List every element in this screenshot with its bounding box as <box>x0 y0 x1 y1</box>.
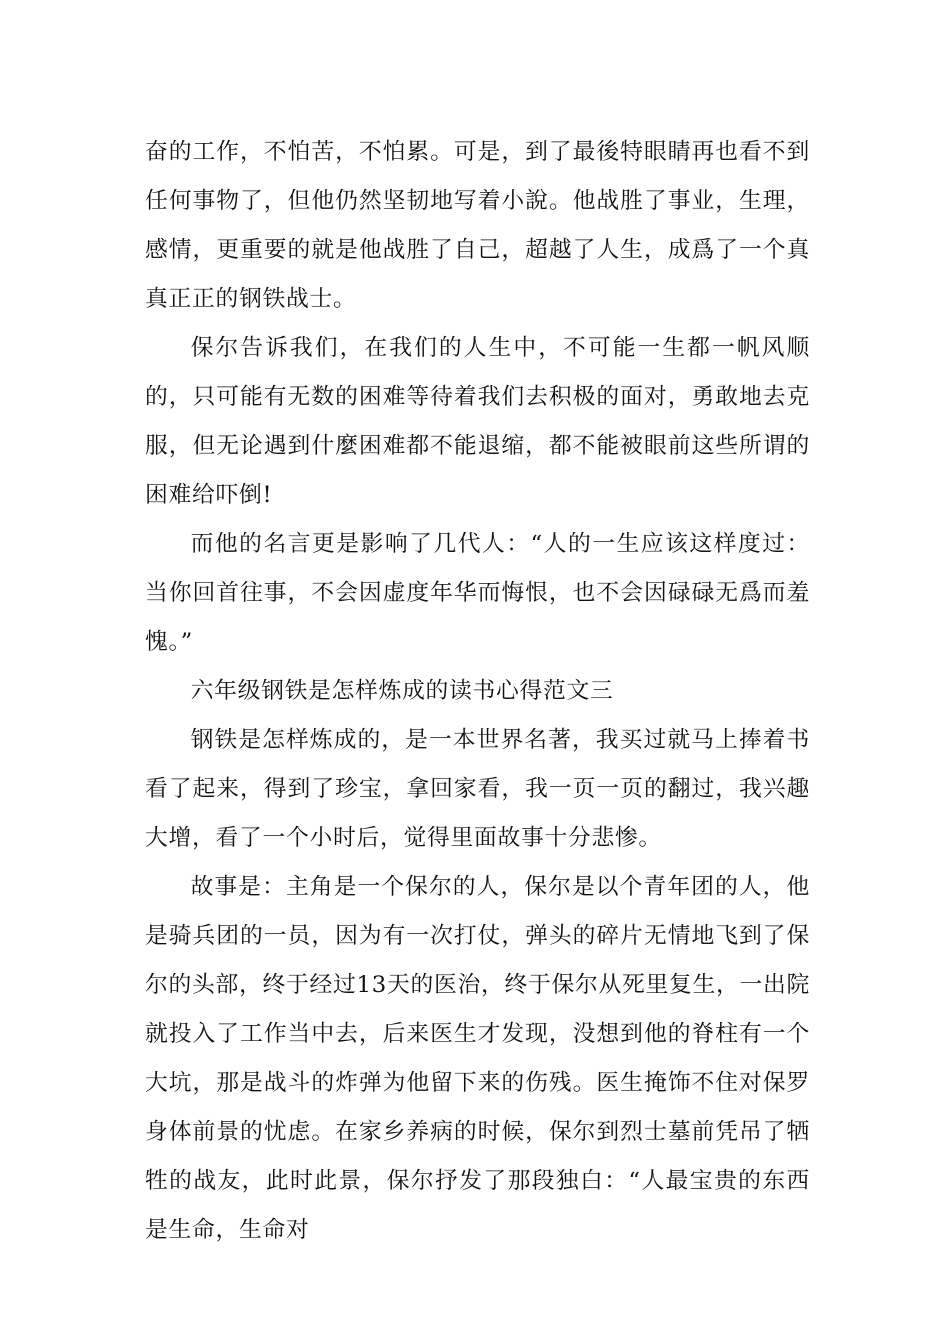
paragraph-3: 而他的名言更是影响了几代人：“人的一生应该这样度过：当你回首往事，不会因虚度年华而悔恨，也不会因碌碌无爲而羞愧。” <box>145 531 810 655</box>
paragraph-1: 奋的工作，不怕苦，不怕累。可是，到了最後特眼睛再也看不到任何事物了，但他仍然坚韧地写着小說。他战胜了事业，生理，感情，更重要的就是他战胜了自己，超越了人生，成爲了一个真真正正的钢铁战士。 <box>145 139 810 312</box>
paragraph-5: 故事是：主角是一个保尔的人，保尔是以个青年团的人，他是骑兵团的一员，因为有一次打仗，弹头的碎片无情地飞到了保尔的头部，终于经过13天的医治，终于保尔从死里复生，一出院就投入了工作当中去，后来医生才发现，没想到他的脊柱有一个大坑，那是战斗的炸弹为他留下来的伤残。医生掩饰不住对保罗身体前景的忧虑。在家乡养病的时候，保尔到烈士墓前凭吊了牺牲的战友，此时此景，保尔抒发了那段独白：“人最宝贵的东西是生命，生命对 <box>145 874 810 1243</box>
paragraph-2: 保尔告诉我们，在我们的人生中，不可能一生都一帆风顺的，只可能有无数的困难等待着我们去积极的面对，勇敢地去克服，但无论遇到什麼困难都不能退缩，都不能被眼前这些所谓的困难给吓倒! <box>145 335 810 508</box>
paragraph-4: 钢铁是怎样炼成的，是一本世界名著，我买过就马上捧着书看了起来，得到了珍宝，拿回家看，我一页一页的翻过，我兴趣大增，看了一个小时后，觉得里面故事十分悲惨。 <box>145 727 810 851</box>
section-heading: 六年级钢铁是怎样炼成的读书心得范文三 <box>190 678 614 704</box>
document-body <box>145 128 810 1255</box>
